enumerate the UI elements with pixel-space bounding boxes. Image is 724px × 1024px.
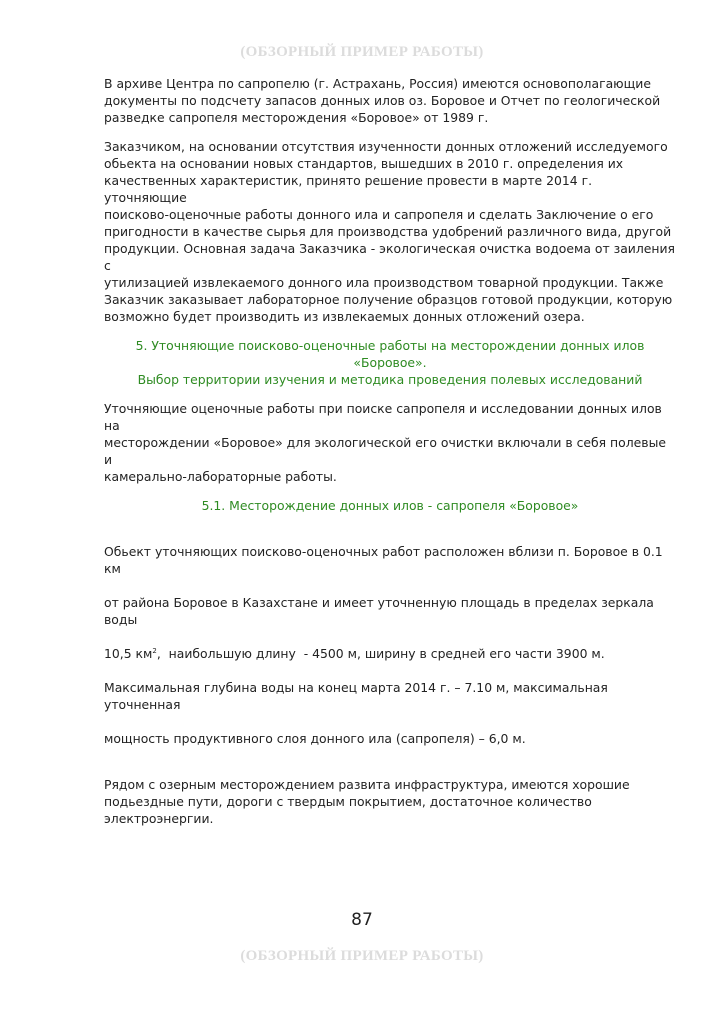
object-line-1: Обьект уточняющих поисково-оценочных работ расположен вблизи п. Боровое в 0.1 км — [104, 544, 663, 576]
paragraph-customer: Заказчиком, на основании отсутствия изученности донных отложений исследуемого обьекта на основании новых стандартов, вышедших в 2010 г. определения их качественных характеристик, принято решение провести в марте 2014 г. уточняющие поисково-оценочные работы донного ила и сапропеля и сделать Заключение о его пригодности в качестве сырья для производства удобрений различного вида, другой продукции. Основная задача Заказчика - экологическая очистка водоема от заиления с утилизацией извлекаемого донного ила производством товарной продукции. Также Заказчик заказывает лабораторное получение образцов готовой продукции, которую возможно будет производить из извлекаемых донных отложений озера. — [104, 139, 675, 324]
watermark-top: (ОБЗОРНЫЙ ПРИМЕР РАБОТЫ) — [240, 44, 484, 60]
object-line-5: мощность продуктивного слоя донного ила (сапропеля) – 6,0 м. — [104, 731, 526, 746]
paragraph-object — [104, 526, 676, 764]
section-heading: 5. Уточняющие поисково-оценочные работы на месторождении донных илов «Боровое». Выбор территории изучения и методика проведения полевых исследований — [135, 338, 645, 387]
page-content — [104, 75, 676, 839]
area-value: 10,5 км — [104, 646, 153, 661]
page-number: 87 — [351, 910, 373, 930]
subsection-heading: 5.1. Месторождение донных илов - сапропеля «Боровое» — [201, 498, 579, 513]
paragraph-works: Уточняющие оценочные работы при поиске сапропеля и исследовании донных илов на месторождении «Боровое» для экологической его очистки включали в себя полевые и камерально-лабораторные работы. — [104, 401, 666, 484]
object-line-2: от района Боровое в Казахстане и имеет уточненную площадь в пределах зеркала воды — [104, 595, 654, 627]
paragraph-infrastructure: Рядом с озерным месторождением развита инфраструктура, имеются хорошие подьездные пути, дороги с твердым покрытием, достаточное количество электроэнергии. — [104, 777, 630, 826]
area-superscript: 2 — [152, 646, 157, 655]
paragraph-archive: В архиве Центра по сапропелю (г. Астрахань, Россия) имеются основополагающие документы по подсчету запасов донных илов оз. Боровое и Отчет по геологической разведке сапропеля месторождения «Боровое» от 1989 г. — [104, 76, 661, 125]
watermark-bottom: (ОБЗОРНЫЙ ПРИМЕР РАБОТЫ) — [240, 948, 484, 964]
object-line-4: Максимальная глубина воды на конец марта 2014 г. – 7.10 м, максимальная уточненная — [104, 680, 608, 712]
area-rest: , наибольшую длину - 4500 м, ширину в средней его части 3900 м. — [156, 646, 605, 661]
object-line-area — [104, 645, 676, 662]
